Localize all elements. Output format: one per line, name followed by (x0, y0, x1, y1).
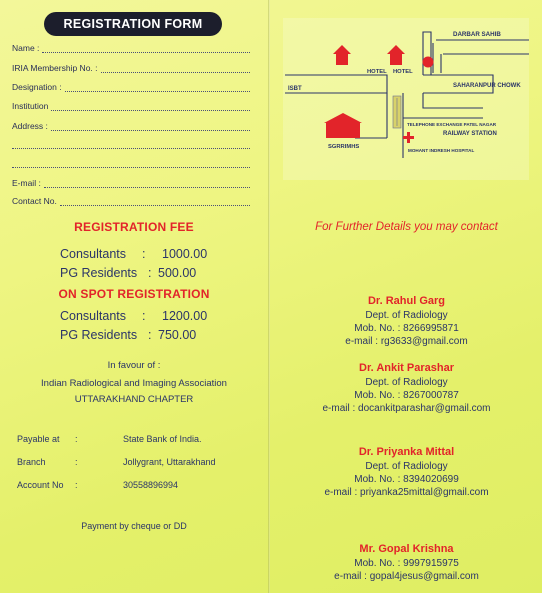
fee-amount: 500.00 (158, 266, 197, 280)
map-label-darbar-sahib: DARBAR SAHIB (453, 31, 501, 38)
address-line-3[interactable] (12, 159, 250, 168)
fee-amount: 1200.00 (162, 309, 208, 323)
payment-colon: : (75, 434, 78, 444)
fee-colon: : (148, 328, 152, 342)
page-fold (268, 0, 270, 593)
fee-colon: : (142, 309, 146, 323)
fee-row (60, 266, 196, 280)
favour-chapter: UTTARAKHAND CHAPTER (74, 394, 194, 405)
name-label: Name : (12, 43, 40, 53)
contact-email[interactable]: e-mail : priyanka25mittal@gmail.com (324, 487, 489, 498)
contact-dept: Dept. of Radiology (365, 461, 448, 472)
payment-colon: : (75, 480, 78, 490)
payment-label: Payable at (17, 434, 60, 444)
contact-name: Dr. Priyanka Mittal (358, 446, 455, 458)
contact-email[interactable]: e-mail : docankitparashar@gmail.com (322, 403, 491, 414)
favour-label: In favour of : (107, 360, 161, 371)
map-label-hotel-2: HOTEL (393, 69, 413, 75)
payment-colon: : (75, 457, 78, 467)
email-label: E-mail : (12, 178, 41, 188)
institution-label: Institution (12, 101, 49, 111)
registration-fee-heading: REGISTRATION FEE (74, 220, 194, 234)
membership-field[interactable] (12, 63, 250, 73)
payment-label: Branch (17, 457, 46, 467)
institution-field[interactable] (12, 101, 250, 111)
contact-card (271, 361, 542, 415)
contact-card (271, 542, 542, 583)
fee-category: PG Residents (60, 266, 138, 280)
map-label-isbt: ISBT (288, 86, 302, 92)
address-field[interactable] (12, 121, 250, 131)
contact-email[interactable]: e-mail : rg3633@gmail.com (345, 336, 468, 347)
fee-category: Consultants (60, 247, 127, 261)
payment-value: 30558896994 (123, 480, 179, 490)
map-label-sgrrimhs: SGRRIMHS (328, 144, 360, 150)
payment-value: Jollygrant, Uttarakhand (123, 457, 216, 467)
contact-email[interactable]: e-mail : gopal4jesus@gmail.com (334, 571, 479, 582)
contact-no-field[interactable] (12, 196, 250, 206)
on-spot-heading: ON SPOT REGISTRATION (58, 287, 210, 301)
contact-card (271, 294, 542, 348)
membership-label: IRIA Membership No. : (12, 63, 98, 73)
contacts-panel (271, 0, 542, 593)
contact-name: Mr. Gopal Krishna (359, 543, 454, 555)
address-label: Address : (12, 121, 48, 131)
payment-note: Payment by cheque or DD (81, 521, 187, 531)
fee-amount: 1000.00 (162, 247, 208, 261)
contact-mobile[interactable]: Mob. No. : 9997915975 (354, 558, 459, 569)
fee-amount: 750.00 (158, 328, 197, 342)
designation-field[interactable] (12, 82, 250, 92)
favour-association: Indian Radiological and Imaging Association (41, 378, 227, 389)
fee-category: Consultants (60, 309, 127, 323)
contact-name: Dr. Ankit Parashar (359, 362, 454, 374)
registration-form-title: REGISTRATION FORM (44, 12, 222, 36)
fee-row (60, 247, 207, 261)
contact-card (271, 445, 542, 499)
contact-heading: For Further Details you may contact (315, 221, 498, 233)
payment-label: Account No (17, 480, 64, 490)
payment-value: State Bank of India. (123, 434, 202, 444)
designation-label: Designation : (12, 82, 62, 92)
name-field[interactable] (12, 43, 250, 53)
map-label-railway-station: RAILWAY STATION (443, 131, 497, 137)
map-label-telephone-exchange: TELEPHONE EXCHANGE PATEL NAGAR (407, 122, 497, 127)
registration-panel (0, 0, 268, 593)
contact-mobile[interactable]: Mob. No. : 8266995871 (354, 323, 459, 334)
contact-dept: Dept. of Radiology (365, 377, 448, 388)
contact-mobile[interactable]: Mob. No. : 8394020699 (354, 474, 459, 485)
email-field[interactable] (12, 178, 250, 188)
contact-dept: Dept. of Radiology (365, 310, 448, 321)
fee-colon: : (148, 266, 152, 280)
fee-row (60, 328, 196, 342)
contact-name: Dr. Rahul Garg (367, 295, 446, 307)
fee-category: PG Residents (60, 328, 138, 342)
fee-row (60, 309, 207, 323)
map-label-hospital: MOHANT INDRESH HOSPITAL (408, 148, 475, 153)
contact-mobile[interactable]: Mob. No. : 8267000787 (354, 390, 459, 401)
map-label-hotel-1: HOTEL (367, 69, 387, 75)
contact-no-label: Contact No. (12, 196, 57, 206)
address-line-2[interactable] (12, 140, 250, 149)
map-label-saharanpur-chowk: SAHARANPUR CHOWK (453, 83, 521, 89)
fee-colon: : (142, 247, 146, 261)
